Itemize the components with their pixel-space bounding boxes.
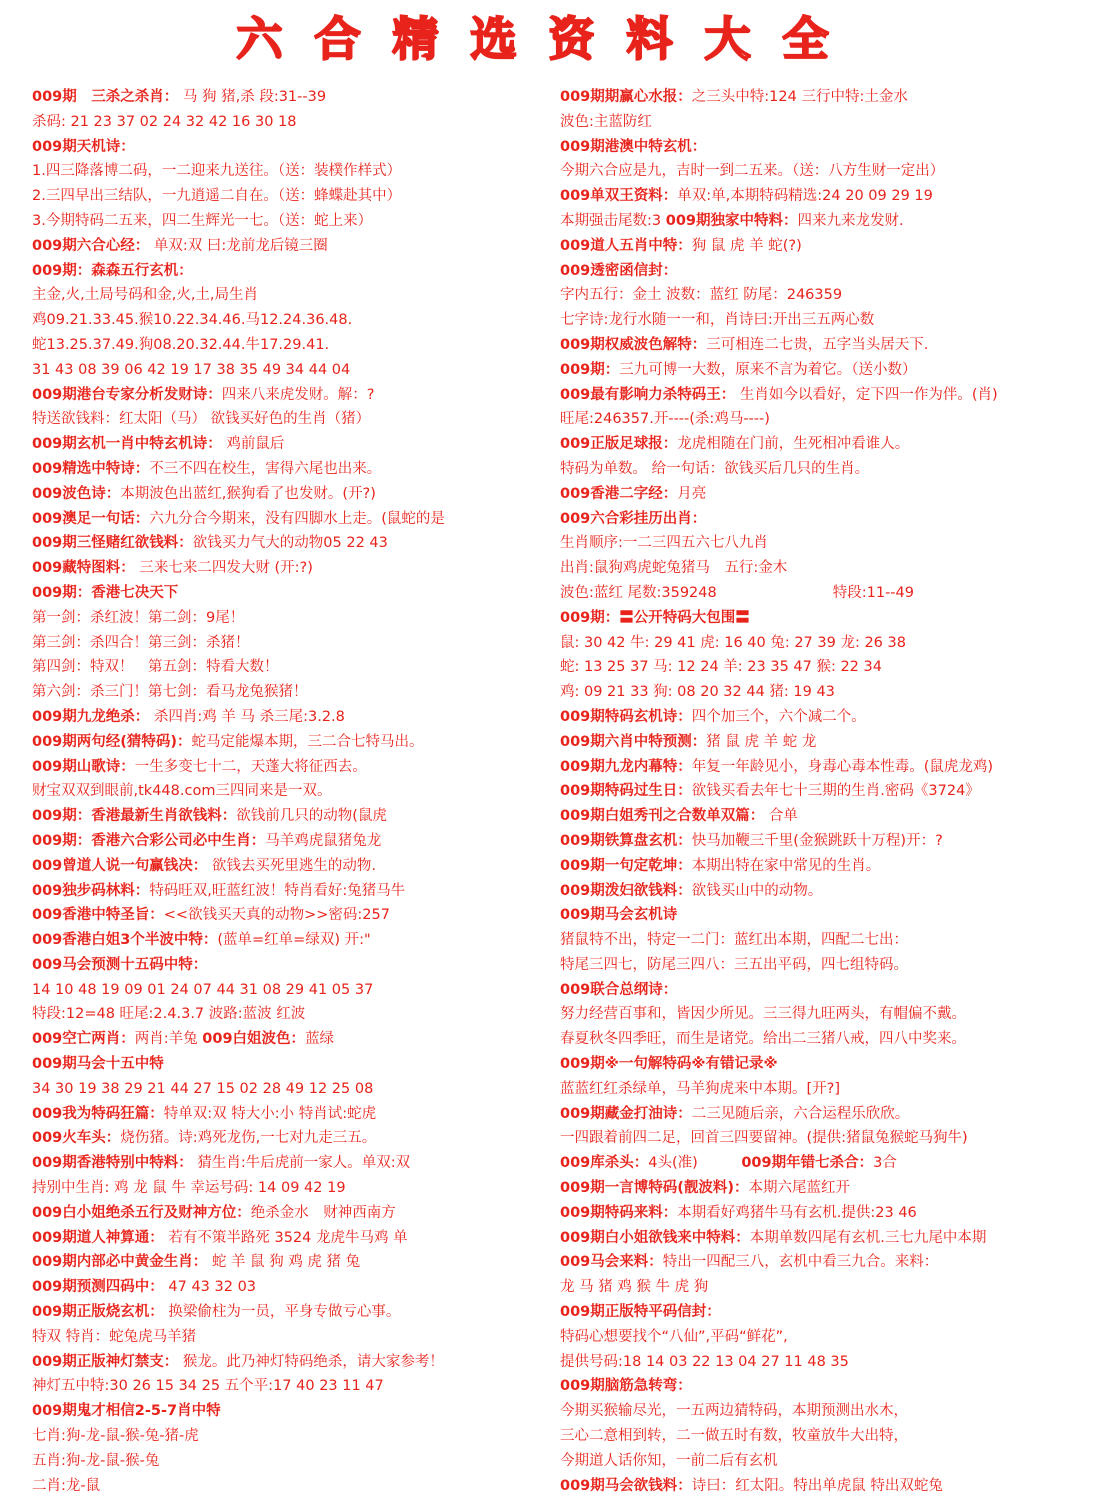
text-line (32, 1176, 552, 1201)
line-heading: 009期马会欲钱料： (560, 1477, 692, 1494)
text-line (32, 606, 552, 631)
line-content: 第四剑：特双！ 第五剑：特看大数！ (32, 659, 279, 676)
text-line (560, 531, 1090, 556)
text-line (560, 829, 1090, 854)
text-line (560, 1374, 1090, 1399)
line-content: 字内五行：金土 波数：蓝红 防尾：246359 (560, 287, 843, 304)
line-heading: 009期白小姐欲钱来中特料： (560, 1229, 750, 1246)
text-line (32, 1027, 552, 1052)
line-content: 七字诗:龙行水随一一和，肖诗曰:开出三五两心数 (560, 312, 875, 329)
line-content-secondary: 四来九来龙发财. (797, 212, 904, 229)
line-heading: 009期※一句解特码※有错记录※ (560, 1056, 778, 1073)
text-line (560, 680, 1090, 705)
text-line (32, 631, 552, 656)
line-content: 本期六尾蓝红开 (748, 1180, 851, 1197)
line-content: 合单 (764, 808, 798, 825)
line-content: 五肖:狗-龙-鼠-猴-兔 (32, 1452, 160, 1469)
text-line (560, 333, 1090, 358)
line-heading: 009期山歌诗： (32, 758, 135, 775)
line-content: 龙 马 猪 鸡 猴 牛 虎 狗 (560, 1279, 709, 1296)
line-heading-secondary: 009期年错七杀合： (741, 1155, 874, 1172)
text-line (32, 1275, 552, 1300)
line-content: 马羊鸡虎鼠猪兔龙 (265, 832, 382, 849)
line-content: 特单双:双 特大小:小 特肖试:蛇虎 (163, 1105, 377, 1122)
text-line (560, 779, 1090, 804)
text-line (32, 705, 552, 730)
line-content: 蛇马定能爆本期，三二合七特马出。 (191, 733, 424, 750)
line-content: 龙虎相随在门前，生死相冲看谁人。 (677, 436, 910, 453)
line-content: 欲钱买看去年七十三期的生肖.密码《3724》 (691, 783, 980, 800)
text-line (560, 259, 1090, 284)
line-content: 六九分合今期来，没有四脚水上走。(鼠蛇的是 (149, 510, 445, 527)
text-line (32, 829, 552, 854)
text-line (560, 184, 1090, 209)
line-heading: 009期铁算盘玄机： (560, 832, 692, 849)
text-line (32, 432, 552, 457)
text-line (560, 308, 1090, 333)
text-line (32, 1374, 552, 1399)
text-line (32, 655, 552, 680)
line-content: 今期买猴输尽光，一五两边猜特码，本期预测出水木， (560, 1403, 908, 1420)
line-content: 猪鼠特不出，特定一二门：蓝红出本期，四配二七出： (560, 932, 908, 949)
text-line (560, 804, 1090, 829)
line-content: 特码为单数。 给一句话：欲钱买后几只的生肖。 (560, 460, 870, 477)
line-heading: 009道人五肖中特： (560, 237, 692, 254)
line-content: 两肖:羊兔 (134, 1031, 203, 1048)
text-line (560, 903, 1090, 928)
line-heading: 009期九龙绝杀： (32, 708, 150, 725)
text-line (32, 1325, 552, 1350)
text-line (32, 804, 552, 829)
line-heading: 009期两句经(猜特码)： (32, 733, 192, 750)
text-line (32, 308, 552, 333)
text-line (32, 507, 552, 532)
text-line (32, 283, 552, 308)
line-content: 31 43 08 39 06 42 19 17 38 35 49 34 44 04 (32, 361, 351, 378)
text-line (32, 1052, 552, 1077)
text-line (560, 854, 1090, 879)
text-line (32, 1077, 552, 1102)
line-content: 二肖:龙-鼠 (32, 1477, 101, 1494)
line-heading: 009期：香港六合彩公司必中生肖： (32, 832, 266, 849)
line-heading: 009期天机诗： (32, 138, 135, 155)
line-content: 杀码: 21 23 37 02 24 32 42 16 30 18 (32, 113, 297, 130)
line-content: 蛇 羊 鼠 狗 鸡 虎 猪 兔 (207, 1254, 361, 1271)
line-heading: 009联合总纲诗： (560, 981, 678, 998)
text-line (560, 978, 1090, 1003)
text-line (560, 1052, 1090, 1077)
line-heading: 009期正版特平码信封： (560, 1304, 721, 1321)
line-content: 若有不策半路死 3524 龙虎牛马鸡 单 (163, 1229, 408, 1246)
line-content: 今期道人话你知，一前二后有玄机 (560, 1452, 778, 1469)
line-content: 努力经营百事和，皆因少所见。三三得九旺两头，有帽偏不戴。 (560, 1006, 966, 1023)
text-line (560, 482, 1090, 507)
line-content: 欲钱买山中的动物。 (691, 882, 823, 899)
line-content: 本期看好鸡猪牛马有玄机.提供:23 46 (677, 1204, 917, 1221)
line-content: 蓝蓝红红杀绿单，马羊狗虎来中本期。[开?] (560, 1080, 841, 1097)
text-line (560, 1176, 1090, 1201)
line-heading: 009期：香港七决天下 (32, 584, 179, 601)
text-line (32, 1102, 552, 1127)
text-line (32, 1424, 552, 1449)
line-content: 不三不四在校生，害得六尾也出来。 (149, 460, 382, 477)
text-line (560, 879, 1090, 904)
line-heading: 009期正版神灯禁支： (32, 1353, 179, 1370)
line-content: 提供号码:18 14 03 22 13 04 27 11 48 35 (560, 1353, 849, 1370)
line-heading: 009期特码来料： (560, 1204, 678, 1221)
line-content: 旺尾:246357.开----(杀:鸡马----) (560, 411, 770, 428)
text-line (32, 383, 552, 408)
line-content: 财宝双双到眼前,tk448.com三四同来是一双。 (32, 783, 332, 800)
text-line (32, 1399, 552, 1424)
line-heading: 009期特码过生日： (560, 783, 692, 800)
text-line (560, 1424, 1090, 1449)
line-heading: 009期藏金打油诗： (560, 1105, 692, 1122)
line-content: 主金,火,土局号码和金,火,土,局生肖 (32, 287, 259, 304)
text-line (32, 85, 552, 110)
line-content: 2.三四早出三结队，一九逍遥二自在。（送：蜂蝶赴其中） (32, 188, 402, 205)
line-heading: 009期三怪赌红欲钱料： (32, 535, 193, 552)
line-heading: 009期玄机一肖中特玄机诗： (32, 436, 222, 453)
line-heading: 009最有影响力杀特码王： (560, 386, 736, 403)
line-content: <<欲钱买天真的动物>>密码:257 (163, 907, 390, 924)
text-line (32, 953, 552, 978)
line-content: 快马加鞭三千里(金猴跳跃十万程)开：? (691, 832, 943, 849)
text-line (560, 1151, 1090, 1176)
line-content: 47 43 32 03 (163, 1279, 257, 1296)
text-line (560, 655, 1090, 680)
line-heading: 009马会来料： (560, 1254, 663, 1271)
line-content: 春夏秋冬四季旺，而生是诸党。给出二三猪八戒，四八中奖来。 (560, 1031, 966, 1048)
line-content: 第六剑：杀三门！第七剑：看马龙兔猴猪！ (32, 684, 308, 701)
text-line (32, 333, 552, 358)
page-title: 六合精选资料大全 (236, 12, 861, 66)
line-heading: 009期：〓公开特码大包围〓 (560, 609, 750, 626)
line-content: 四来八来虎发财。解：? (221, 386, 375, 403)
line-heading: 009期六肖中特预测： (560, 733, 707, 750)
text-line (560, 1226, 1090, 1251)
line-content: 绝杀金水 财神西南方 (250, 1204, 396, 1221)
text-line (560, 631, 1090, 656)
line-content: 猴龙。此乃神灯特码绝杀，请大家参考！ (178, 1353, 444, 1370)
text-line (32, 556, 552, 581)
line-heading: 009库杀头： (560, 1155, 649, 1172)
text-line (560, 358, 1090, 383)
line-content: 蛇: 13 25 37 马: 12 24 羊: 23 35 47 猴: 22 34 (560, 659, 882, 676)
line-content: 特送欲钱料：红太阳（马） 欲钱买好色的生肖（猪） (32, 411, 371, 428)
line-content: 狗 鼠 虎 羊 蛇(?) (691, 237, 802, 254)
text-line (32, 1126, 552, 1151)
line-content: 三九可博一大数，原来不言为着它。（送小数） (619, 361, 917, 378)
text-line (560, 705, 1090, 730)
line-content-secondary: 3合 (873, 1155, 897, 1172)
text-line (560, 85, 1090, 110)
line-heading: 009期内部必中黄金生肖： (32, 1254, 208, 1271)
text-line (32, 1201, 552, 1226)
text-line (560, 1300, 1090, 1325)
left-column (32, 85, 552, 1498)
text-line (560, 1449, 1090, 1474)
text-line (32, 531, 552, 556)
line-heading: 009期港台专家分析发财诗： (32, 386, 222, 403)
text-line (32, 358, 552, 383)
text-line (560, 432, 1090, 457)
text-line (560, 1250, 1090, 1275)
line-content: 三来七来二四发大财 (开:?) (134, 560, 313, 577)
text-line (32, 680, 552, 705)
line-heading: 009藏特图料： (32, 560, 135, 577)
text-line (560, 755, 1090, 780)
text-line (560, 159, 1090, 184)
line-heading: 009火车头： (32, 1130, 121, 1147)
line-heading: 009马会预测十五码中特： (32, 956, 208, 973)
line-content: 猪 鼠 虎 羊 蛇 龙 (706, 733, 817, 750)
line-content: 单双:双 曰:龙前龙后镜三圈 (149, 237, 328, 254)
text-line (560, 1077, 1090, 1102)
line-content: (蓝单=红单=绿双) 开:" (217, 932, 371, 949)
text-line (560, 556, 1090, 581)
line-heading: 009香港中特圣旨： (32, 907, 164, 924)
line-heading: 009正版足球报： (560, 436, 678, 453)
text-line (32, 730, 552, 755)
text-line (32, 457, 552, 482)
line-content: 三心二意相到转，二一做五时有数，牧童放牛大出特， (560, 1428, 908, 1445)
text-line (32, 184, 552, 209)
text-line (32, 1350, 552, 1375)
text-line (32, 903, 552, 928)
text-line (560, 1399, 1090, 1424)
line-heading: 009白小姐绝杀五行及财神方位： (32, 1204, 251, 1221)
line-content: 七肖:狗-龙-鼠-猴-兔-猪-虎 (32, 1428, 199, 1445)
line-content: 鼠: 30 42 牛: 29 41 虎: 16 40 兔: 27 39 龙: 26 38 (560, 634, 906, 651)
text-line (32, 209, 552, 234)
text-line (32, 879, 552, 904)
line-heading: 009期九龙内幕特： (560, 758, 692, 775)
line-heading: 009期鬼才相信2-5-7肖中特 (32, 1403, 221, 1420)
text-line (560, 606, 1090, 631)
line-heading: 009期正版烧玄机： (32, 1304, 164, 1321)
line-content: 特码旺双,旺蓝红波！特肖看好:兔猪马牛 (149, 882, 406, 899)
line-heading: 009期期赢心水报： (560, 89, 692, 105)
line-content: 烧伤猪。诗:鸡死龙伤,一七对九走三五。 (120, 1130, 377, 1147)
line-content: 单双:单,本期特码精选:24 20 09 29 19 (677, 188, 933, 205)
line-content: 波色:蓝红 尾数:359248 特段:11--49 (560, 584, 914, 601)
line-heading: 009期： (560, 361, 620, 378)
line-content: 月亮 (677, 485, 707, 502)
text-line (560, 581, 1090, 606)
line-content: 本期强击尾数:3 (560, 212, 666, 229)
text-line (560, 1350, 1090, 1375)
line-content: 换梁偷柱为一员，平身专做亏心事。 (163, 1304, 401, 1321)
line-content: 特出一四配三八，玄机中看三九合。来料： (662, 1254, 939, 1271)
line-content: 杀四肖:鸡 羊 马 杀三尾:3.2.8 (149, 708, 345, 725)
line-content: 鸡前鼠后 (221, 436, 285, 453)
line-content: 波色:主蓝防红 (560, 113, 652, 130)
text-line (32, 135, 552, 160)
line-heading: 009期六合心经： (32, 237, 150, 254)
line-content: 今期六合应是九，吉时一到二五来。（送：八方生财一定出） (560, 163, 945, 180)
line-content: 年复一年龄见小，身毒心毒本性毒。(鼠虎龙鸡) (691, 758, 994, 775)
right-column (560, 85, 1090, 1498)
text-line (560, 1474, 1090, 1499)
line-content: 蛇13.25.37.49.狗08.20.32.44.牛17.29.41. (32, 336, 330, 353)
text-line (560, 110, 1090, 135)
line-content: 特段:12=48 旺尾:2.4.3.7 波路:蓝波 红波 (32, 1006, 306, 1023)
line-content: 生肖如今以看好，定下四一作为伴。(肖) (735, 386, 998, 403)
text-line (560, 407, 1090, 432)
text-line (560, 209, 1090, 234)
line-content: 第三剑：杀四合！第三剑：杀猪！ (32, 634, 250, 651)
line-content-secondary: 蓝绿 (305, 1031, 335, 1048)
text-line (32, 1151, 552, 1176)
line-heading: 009期泼妇欲钱料： (560, 882, 692, 899)
line-heading: 009香港白姐3个半波中特： (32, 932, 218, 949)
line-content: 鸡09.21.33.45.猴10.22.34.46.马12.24.36.48. (32, 312, 353, 329)
text-line (32, 407, 552, 432)
line-heading: 009波色诗： (32, 485, 121, 502)
line-heading-secondary: 009白姐波色： (202, 1031, 306, 1048)
text-line (560, 1027, 1090, 1052)
line-content: 第一剑：杀红波！第二剑：9尾！ (32, 609, 245, 626)
line-content: 3.今期特码二五来，四二生辉光一七。（送：蛇上来） (32, 212, 373, 229)
line-heading: 009期 三杀之杀肖： (32, 89, 179, 105)
line-content: 猜生肖:牛后虎前一家人。单双:双 (192, 1155, 411, 1172)
text-line (560, 1201, 1090, 1226)
line-content: 鸡: 09 21 33 狗: 08 20 32 44 猪: 19 43 (560, 684, 835, 701)
text-line (32, 1250, 552, 1275)
text-line (560, 234, 1090, 259)
line-content: 欲钱买力气大的动物05 22 43 (192, 535, 388, 552)
line-heading: 009独步码林料： (32, 882, 150, 899)
line-content: 持别中生肖: 鸡 龙 鼠 牛 幸运号码: 14 09 42 19 (32, 1180, 346, 1197)
line-content: 欲钱去买死里逃生的动物. (207, 857, 376, 874)
line-content: 诗曰：红太阳。特出单虎鼠 特出双蛇兔 (691, 1477, 943, 1494)
text-line (560, 457, 1090, 482)
line-content: 特尾三四七，防尾三四八：三五出平码，四七组特码。 (560, 956, 908, 973)
text-line (32, 581, 552, 606)
line-content: 一四跟着前四二足，回首三四要留神。(提供:猪鼠兔猴蛇马狗牛) (560, 1130, 968, 1147)
text-line (32, 1226, 552, 1251)
line-heading: 009期脑筋急转弯： (560, 1378, 692, 1395)
line-content: 34 30 19 38 29 21 44 27 15 02 28 49 12 25 08 (32, 1080, 374, 1097)
line-heading: 009我为特码狂篇： (32, 1105, 164, 1122)
line-heading: 009期香港特别中特料： (32, 1155, 193, 1172)
text-line (560, 507, 1090, 532)
text-line (560, 928, 1090, 953)
line-heading: 009空亡两肖： (32, 1031, 135, 1048)
line-heading: 009曾道人说一句赢钱决： (32, 857, 208, 874)
line-heading: 009澳足一句话： (32, 510, 150, 527)
line-heading: 009期马会玄机诗 (560, 907, 678, 924)
text-line (32, 1474, 552, 1499)
line-content: 马 狗 猪,杀 段:31--39 (178, 89, 327, 105)
line-heading-secondary: 009期独家中特料： (665, 212, 798, 229)
line-heading: 009单双王资料： (560, 188, 678, 205)
line-content: 14 10 48 19 09 01 24 07 44 31 08 29 41 05 37 (32, 981, 374, 998)
line-content: 本期单数四尾有玄机.三七九尾中本期 (749, 1229, 987, 1246)
line-content: 三可相连二七贵，五字当头居天下. (706, 336, 929, 353)
text-line (32, 854, 552, 879)
line-heading: 009期：香港最新生肖欲钱料： (32, 808, 237, 825)
line-heading: 009期马会十五中特 (32, 1056, 164, 1073)
line-heading: 009期：森森五行玄机： (32, 262, 193, 279)
text-line (560, 1002, 1090, 1027)
text-line (560, 953, 1090, 978)
line-heading: 009期港澳中特玄机： (560, 138, 707, 155)
line-content: 本期波色出蓝红,猴狗看了也发财。(开?) (120, 485, 376, 502)
line-content: 特双 特肖：蛇兔虎马羊猪 (32, 1328, 197, 1345)
line-heading: 009期一句定乾坤： (560, 857, 692, 874)
line-heading: 009期预测四码中： (32, 1279, 164, 1296)
text-line (32, 234, 552, 259)
line-content: 四个加三个，六个减二个。 (691, 708, 866, 725)
line-heading: 009精选中特诗： (32, 460, 150, 477)
line-content: 二三见随后亲，六合运程乐欣欣。 (691, 1105, 910, 1122)
text-line (560, 383, 1090, 408)
line-content: 之三头中特:124 三行中特:土金水 (691, 89, 908, 105)
line-heading: 009透密函信封： (560, 262, 678, 279)
text-line (560, 730, 1090, 755)
text-line (32, 755, 552, 780)
text-line (32, 779, 552, 804)
line-content: 出肖:鼠狗鸡虎蛇兔猪马 五行:金木 (560, 560, 788, 577)
text-line (32, 928, 552, 953)
text-line (32, 110, 552, 135)
text-line (32, 1300, 552, 1325)
text-line (32, 1002, 552, 1027)
text-line (32, 159, 552, 184)
line-content: 特码心想要找个“八仙”,平码“鲜花”, (560, 1328, 788, 1345)
line-heading: 009期道人神算通： (32, 1229, 164, 1246)
line-heading: 009期一言博特码(靓波料)： (560, 1180, 749, 1197)
text-line (32, 1449, 552, 1474)
text-line (32, 482, 552, 507)
line-heading: 009六合彩挂历出肖： (560, 510, 707, 527)
text-line (560, 1325, 1090, 1350)
text-line (560, 1275, 1090, 1300)
text-line (32, 259, 552, 284)
text-line (560, 1102, 1090, 1127)
line-content: 生肖顺序:一二三四五六七八九肖 (560, 535, 768, 552)
text-line (32, 978, 552, 1003)
line-heading: 009期特码玄机诗： (560, 708, 692, 725)
line-heading: 009期白姐秀刊之合数单双篇： (560, 808, 765, 825)
line-content: 本期出特在家中常见的生肖。 (691, 857, 881, 874)
line-content: 4头(准) (648, 1155, 742, 1172)
text-line (560, 1126, 1090, 1151)
text-line (560, 283, 1090, 308)
text-line (560, 135, 1090, 160)
line-content: 一生多变七十二，天蓬大将征西去。 (134, 758, 367, 775)
line-content: 欲钱前几只的动物(鼠虎 (236, 808, 387, 825)
line-content: 1.四三降落博二码，一二迎来九送往。（送：装樸作样式） (32, 163, 402, 180)
line-heading: 009期权威波色解特： (560, 336, 707, 353)
line-heading: 009香港二字经： (560, 485, 678, 502)
line-content: 神灯五中特:30 26 15 34 25 五个平:17 40 23 11 47 (32, 1378, 384, 1395)
